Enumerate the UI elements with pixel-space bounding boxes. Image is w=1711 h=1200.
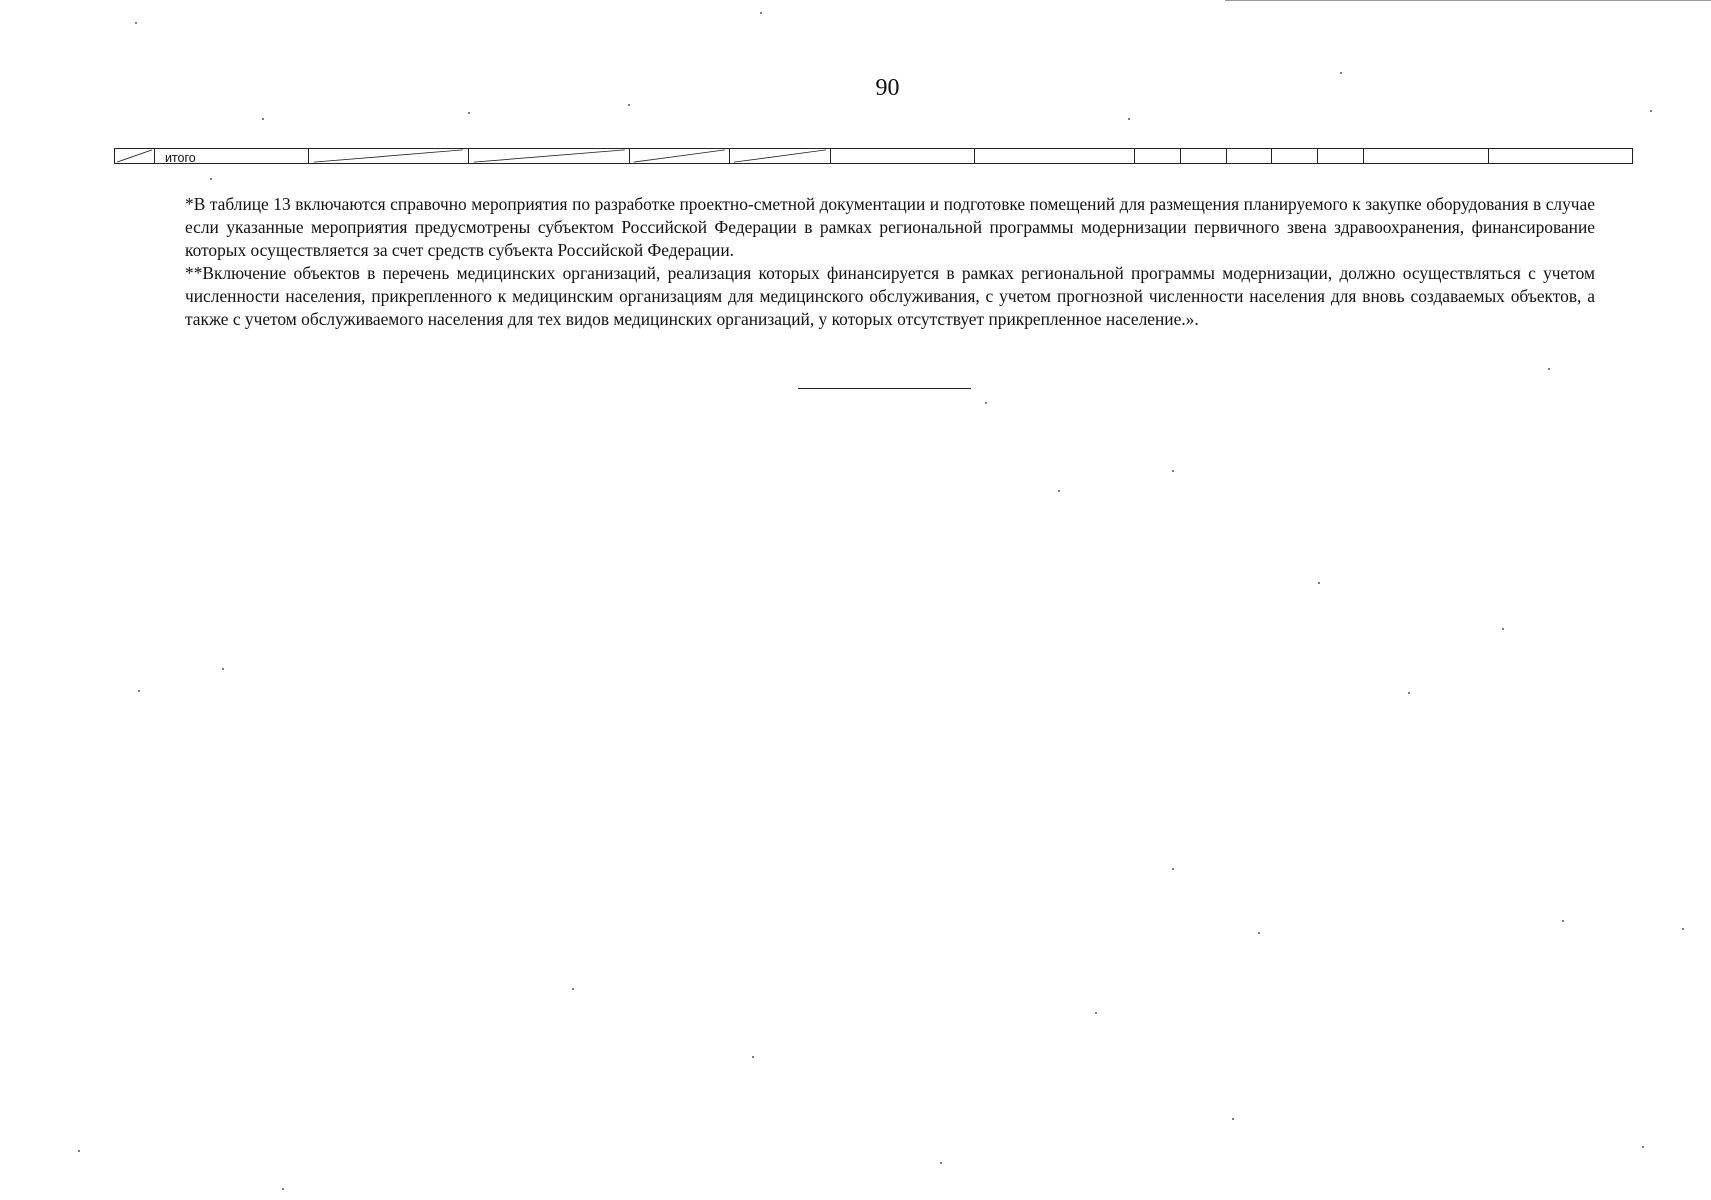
- total-label: итого: [164, 151, 196, 163]
- scan-speck: [1562, 920, 1564, 922]
- table-cell-slashed: [630, 149, 730, 163]
- table-cell: [1489, 149, 1632, 163]
- table-total-row: [114, 148, 1633, 164]
- scan-speck: [468, 112, 470, 114]
- table-cell: [1227, 149, 1273, 163]
- table-cell: [975, 149, 1135, 163]
- scan-speck: [1548, 368, 1550, 370]
- scan-speck: [752, 1056, 754, 1058]
- table-cell-slashed: [730, 149, 831, 163]
- scan-speck: [222, 668, 224, 670]
- table-cell-total-label: [155, 149, 309, 163]
- scan-speck: [1340, 72, 1342, 74]
- table-cell: [1181, 149, 1227, 163]
- scan-speck: [1642, 1146, 1644, 1148]
- scan-speck: [138, 690, 140, 692]
- scan-speck: [135, 22, 137, 24]
- scan-speck: [282, 1188, 284, 1190]
- table-cell-slashed: [309, 149, 469, 163]
- table-cell-slashed: [469, 149, 631, 163]
- scan-speck: [1650, 110, 1652, 112]
- scan-speck: [572, 988, 574, 990]
- scan-speck: [1502, 628, 1504, 630]
- scan-speck: [1095, 1012, 1097, 1014]
- scan-speck: [210, 178, 212, 180]
- table-cell-empty-slashed: [115, 149, 155, 163]
- scan-speck: [262, 118, 264, 120]
- scan-speck: [1058, 490, 1060, 492]
- table-cell: [1364, 149, 1489, 163]
- page-number: 90: [875, 75, 900, 101]
- table-cell: [1318, 149, 1364, 163]
- scan-speck: [1128, 118, 1130, 120]
- scan-top-edge: [1225, 0, 1711, 1]
- table-cell: [1135, 149, 1181, 163]
- scan-speck: [760, 12, 762, 14]
- scan-speck: [628, 104, 630, 106]
- scan-speck: [1682, 928, 1684, 930]
- scan-speck: [985, 402, 987, 404]
- scan-speck: [1172, 470, 1174, 472]
- scan-speck: [1258, 932, 1260, 934]
- footnotes: [185, 193, 1595, 331]
- scan-speck: [1172, 868, 1174, 870]
- scan-speck: [940, 1162, 942, 1164]
- scan-speck: [78, 1150, 80, 1152]
- closing-separator-line: [798, 388, 971, 389]
- footnote-2: **Включение объектов в перечень медицинских организаций, реализация которых финансируется в рамках региональной программы модернизации, должно осуществляться с учетом численности населения, прикрепленного к медицинским организациям для медицинского обслуживания, с учетом прогнозной численности населения для вновь создаваемых объектов, а также с учетом обслуживаемого населения для тех видов медицинских организаций, у которых отсутствует прикрепленное население.».: [185, 263, 1595, 329]
- footnote-1: *В таблице 13 включаются справочно мероприятия по разработке проектно-сметной документации и подготовке помещений для размещения планируемого к закупке оборудования в случае если указанные мероприятия предусмотрены субъектом Российской Федерации в рамках региональной программы модернизации первичного звена здравоохранения, финансирование которых осуществляется за счет средств субъекта Российской Федерации.: [185, 194, 1595, 260]
- table-cell: [1272, 149, 1318, 163]
- scan-speck: [1232, 1118, 1234, 1120]
- table-cell: [831, 149, 975, 163]
- scan-speck: [1318, 582, 1320, 584]
- scan-speck: [1408, 692, 1410, 694]
